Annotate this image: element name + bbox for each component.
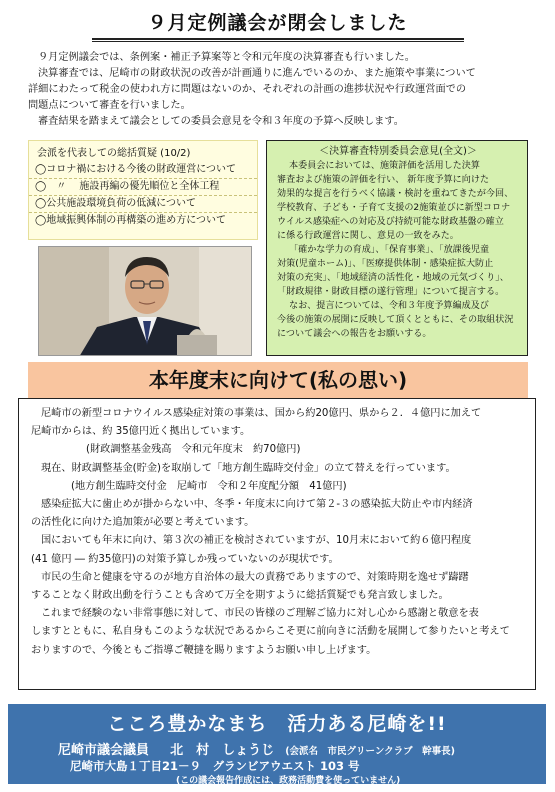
opinion-line: 対策の充実」、「地域経済の活性化・地域の元気づくり」、 [277,273,509,283]
intro-line: 決算審査では、尼崎市の財政状況の改善が計画通りに進んでいるのか、また施策や事業について [38,68,476,79]
thoughts-line: (地方創生臨時交付金 尼崎市 令和２年度配分額 41億円) [71,480,347,492]
opinion-line: 対策(児童ホーム)」、「医療提供体制・感染症拡大防止 [277,259,494,269]
thoughts-box [18,398,536,690]
thoughts-line: (財政調整基金残高 令和元年度末 約70億円) [86,444,301,456]
portrait-illustration [39,247,252,356]
opinion-line: 学校教育、子ども・子育て支援の2施策並びに新型コロナ [277,203,511,213]
opinion-line: 本委員会においては、施策評価を活用した決算 [289,161,480,171]
thoughts-line: これまで経験のない非常事態に対して、市民の皆様のご理解ご協力に対し心から感謝と敬意を表 [41,608,479,620]
thoughts-line: 尼崎市の新型コロナウイルス感染症対策の事業は、国から約20億円、県から２．４億円に加えて [41,408,482,419]
intro-line: ９月定例議会では、条例案・補正予算案等と令和元年度の決算審査も行いました。 [38,52,415,63]
opinion-body [277,159,519,341]
thoughts-line: 現在、財政調整基金(貯金)を取崩して「地方創生臨時交付金」の立て替えを行っています。 [41,462,456,474]
thoughts-line: 国においても年末に向け、第３次の補正を検討されていますが、10月末において約６億円程度 [41,535,472,547]
title-underline [92,38,464,40]
opinion-line: について議会への報告をお願いする。 [277,329,432,339]
councillor-name: 北 村 しょうじ [170,743,275,758]
thoughts-line: おりますので、今後ともご指導ご鞭撻を賜りますようお願い申し上げます。 [31,644,377,656]
question-item: ◯地域振興体制の再構築の進め方について [29,212,257,229]
section-banner: 本年度末に向けて(私の思い) [28,362,528,398]
footer-panel [8,704,546,784]
thoughts-line: 尼崎市からは、約 35億円近く拠出しています。 [31,426,251,438]
councillor-photo [38,246,252,356]
opinion-line: 「財政規律・財政目標の遂行管理」について提言する。 [277,287,505,297]
party-affiliation: (会派名 市民グリーンクラブ 幹事長) [285,746,456,757]
page-title: ９月定例議会が閉会しました [147,12,408,34]
intro-line: 審査結果を踏まえて議会としての委員会意見を令和３年度の予算へ反映します。 [38,116,404,127]
question-item: ◯コロナ禍における今後の財政運営について [35,164,236,175]
opinion-line: 審査および施策の評価を行い、 新年度予算に向けた [277,175,490,185]
thoughts-line: 市民の生命と健康を守るのが地方自治体の最大の責務でありますので、対策時期を逸せず躊躇 [41,571,469,583]
question-item: ◯公共施設環境負荷の低減について [29,195,257,212]
question-item: ◯ 〃 施設再編の優先順位と全体工程 [29,178,257,195]
questions-heading: 会派を代表しての総括質疑 (10/2) [37,148,191,159]
intro-line: 詳細にわたって税金の使われ方に問題はないのか、それぞれの計画の進捗状況や行政運営面での [28,84,467,95]
thoughts-line: することなく財政出動を行うことも含めて万全を期すように総括質疑でも発言致しました。 [31,590,449,602]
opinion-line: 効果的な提言を行うべく協議・検討を重ねてきたが今回、 [277,189,514,199]
opinion-line: 「確かな学力の育成」、「保育事業」、「放課後児童 [289,245,490,255]
opinion-heading: ＜決算審査特別委員会意見(全文)＞ [319,146,477,157]
intro-line: 問題点について審査を行いました。 [28,100,191,111]
questions-box [28,140,258,240]
committee-opinion-box [266,140,528,356]
footer-name-line [58,739,455,758]
opinion-line: なお、提言については、令和３年度予算編成及び [289,301,489,311]
footer-slogan: こころ豊かなまち 活力ある尼崎を!! [107,713,447,735]
footer-address: 尼崎市大島１丁目21－９ グランビアウエスト 103 号 [70,759,360,773]
thoughts-line: しますとともに、私自身もこのような状況であるからこそ更に前向きに活動を展開して参りたいと考えて [31,626,510,638]
thoughts-line: (41 億円 ― 約35億円)の対策予算しか残っていないのが現状です。 [31,553,339,565]
thoughts-line: 感染症拡大に歯止めが掛からない中、冬季・年度末に向けて第２-３の感染拡大防止や市内経済 [41,499,473,511]
councillor-title: 尼崎市議会議員 [58,743,150,758]
opinion-line: ウイルス感染症への対応及び持続可能な財政基盤の確立 [277,217,504,227]
opinion-line: 今後の施策の展開に反映して頂くとともに、その取組状況 [277,315,514,325]
title-underline-thin [92,41,464,42]
thoughts-line: の活性化に向けた追加策が必要と考えています。 [31,517,255,529]
opinion-line: に係る行政運営に関し、意見の一致をみた。 [277,231,459,241]
intro-text [28,50,528,130]
footer-note: (この議会報告作成には、政務活動費を使っていません) [176,776,401,786]
